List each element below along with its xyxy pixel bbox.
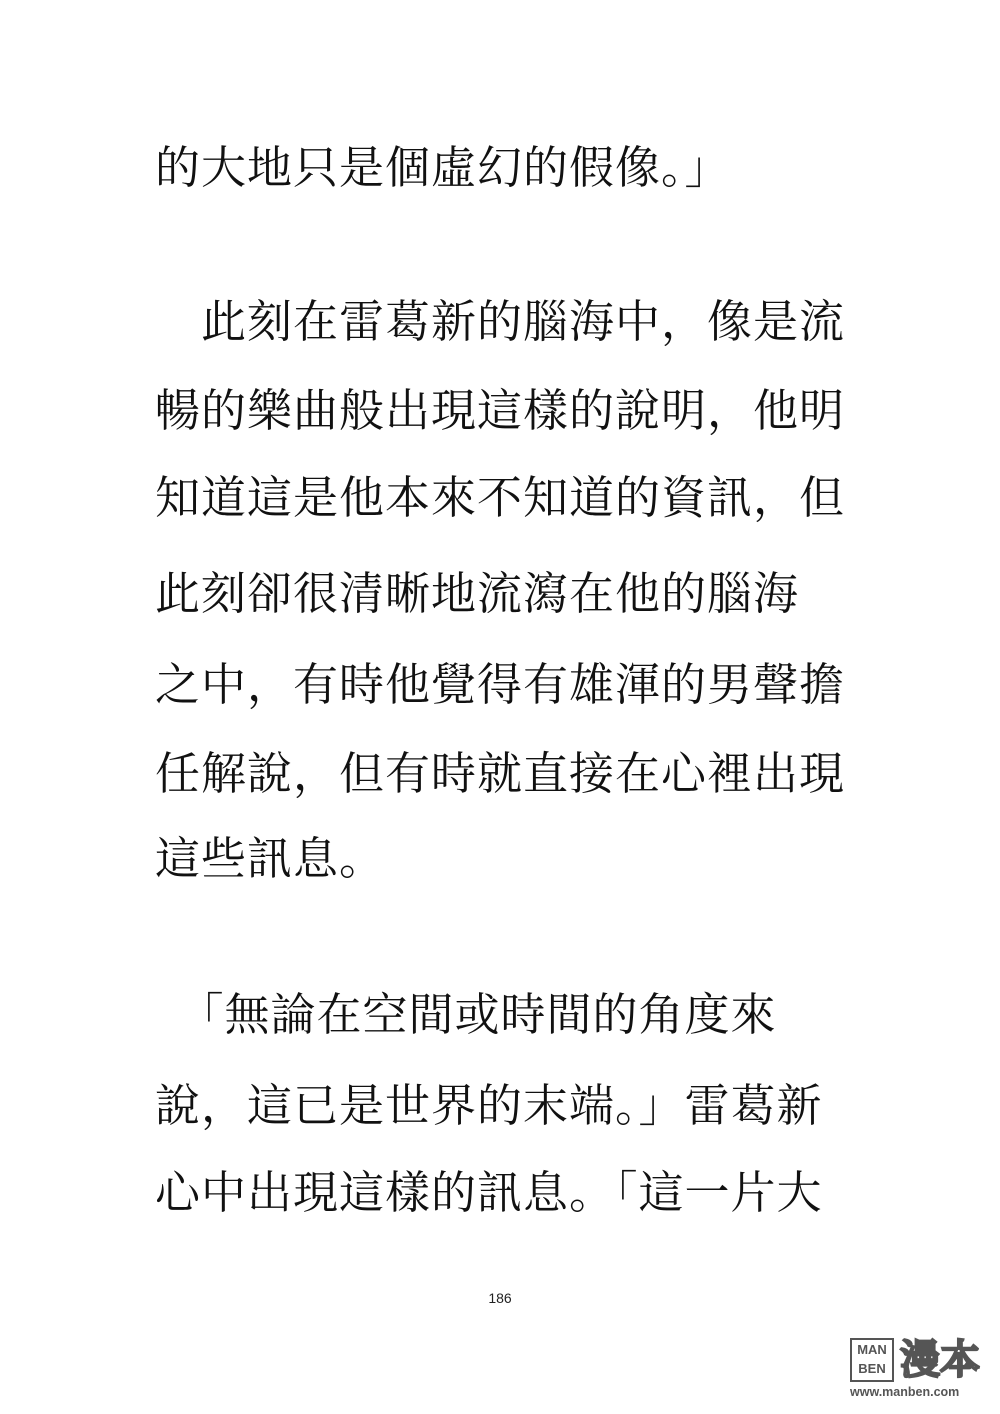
text-line-5: 此刻卻很清晰地流瀉在他的腦海 — [155, 567, 800, 620]
text-line-9: 「無論在空間或時間的角度來 — [155, 988, 777, 1041]
watermark-box — [850, 1338, 894, 1382]
text-line-6: 之中，有時他覺得有雄渾的男聲擔 — [155, 658, 846, 711]
text-line-8: 這些訊息。 — [155, 832, 386, 885]
text-line-4: 知道這是他本來不知道的資訊，但 — [155, 471, 846, 524]
text-line-11: 心中出現這樣的訊息。「這一片大 — [155, 1166, 823, 1219]
watermark-box-top: MAN — [857, 1342, 887, 1357]
text-line-7: 任解說，但有時就直接在心裡出現 — [155, 747, 846, 800]
page-number: 186 — [488, 1290, 512, 1306]
text-line-10: 說，這已是世界的末端。」雷葛新 — [155, 1079, 823, 1132]
watermark-box-bottom: BEN — [858, 1361, 886, 1376]
text-line-3: 暢的樂曲般出現這樣的說明，他明 — [155, 384, 846, 437]
watermark-url: www.manben.com — [850, 1385, 960, 1399]
text-line-1: 的大地只是個虛幻的假像。」 — [155, 141, 731, 194]
watermark-logo — [850, 1338, 986, 1400]
text-line-2: 此刻在雷葛新的腦海中，像是流 — [155, 295, 846, 348]
watermark-brand: 漫本 — [900, 1337, 980, 1383]
